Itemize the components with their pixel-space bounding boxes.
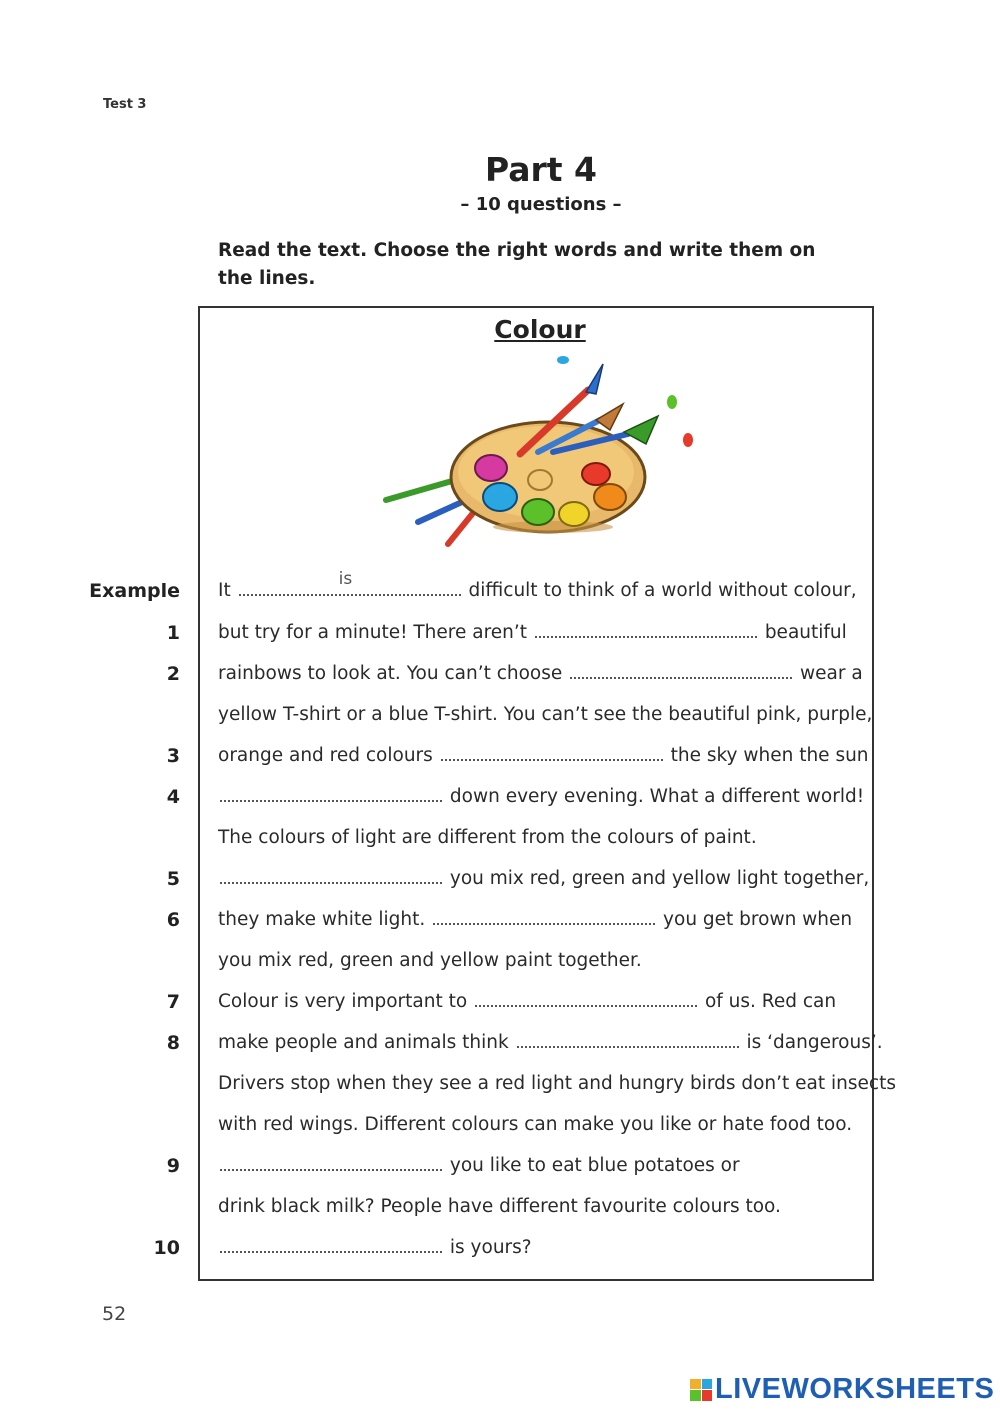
line-text: yellow T-shirt or a blue T-shirt. You can’t see the beautiful pink, purple, <box>218 704 873 725</box>
brand-grid-icon <box>690 1379 712 1401</box>
line-text-after: down every evening. What a different world! <box>449 786 865 807</box>
line-text-after: you mix red, green and yellow light together, <box>449 868 870 889</box>
line-text-before: they make white light. <box>218 909 426 930</box>
line-text: Drivers stop when they see a red light and hungry birds don’t eat insects <box>218 1073 896 1094</box>
line-text-after: beautiful <box>764 622 847 643</box>
brand-text: LIVEWORKSHEETS <box>715 1373 995 1405</box>
line-text-after: the sky when the sun <box>670 745 869 766</box>
story-line <box>218 1032 883 1053</box>
line-number: 6 <box>166 909 180 931</box>
story-line <box>218 663 863 684</box>
answer-gap[interactable] <box>220 1237 442 1253</box>
line-text-after: you like to eat blue potatoes or <box>449 1155 740 1176</box>
story-line <box>218 704 872 725</box>
answer-gap[interactable] <box>535 622 757 638</box>
story-line <box>218 827 757 848</box>
answer-gap[interactable] <box>220 868 442 884</box>
story-line <box>218 622 847 643</box>
answer-gap[interactable] <box>517 1032 739 1048</box>
story-line <box>218 1073 896 1094</box>
line-number: 5 <box>166 868 180 890</box>
story-line <box>218 1114 852 1135</box>
line-number: Example <box>89 580 180 602</box>
answer-gap[interactable] <box>220 1155 442 1171</box>
line-number: 9 <box>166 1155 180 1177</box>
story-line <box>218 1237 532 1258</box>
line-text-before: orange and red colours <box>218 745 433 766</box>
line-number: 4 <box>166 786 180 808</box>
page-number: 52 <box>102 1303 127 1325</box>
line-text-after: is ‘dangerous’. <box>746 1032 883 1053</box>
story-line <box>218 868 869 889</box>
line-text-after: you get brown when <box>663 909 853 930</box>
line-text-after: difficult to think of a world without colour, <box>468 580 857 601</box>
answer-gap[interactable] <box>441 745 663 761</box>
answer-gap[interactable] <box>220 786 442 802</box>
answer-gap[interactable] <box>570 663 792 679</box>
story-line <box>218 745 869 766</box>
line-number: 3 <box>166 745 180 767</box>
line-text-after: of us. Red can <box>704 991 837 1012</box>
line-text-after: wear a <box>800 663 863 684</box>
line-number: 10 <box>153 1237 180 1259</box>
line-text: The colours of light are different from the colours of paint. <box>218 827 757 848</box>
line-number: 1 <box>166 622 180 644</box>
line-number: 2 <box>166 663 180 685</box>
line-text: you mix red, green and yellow paint together. <box>218 950 642 971</box>
liveworksheets-logo[interactable] <box>690 1373 994 1406</box>
story-title: Colour <box>494 315 586 344</box>
answer-gap[interactable] <box>433 909 655 925</box>
story-line <box>218 786 864 807</box>
story-line <box>218 909 852 930</box>
line-text-before: rainbows to look at. You can’t choose <box>218 663 563 684</box>
line-text-before: but try for a minute! There aren’t <box>218 622 528 643</box>
answer-gap[interactable] <box>475 991 697 1007</box>
line-number: 7 <box>166 991 180 1013</box>
story-line <box>218 950 642 971</box>
line-number: 8 <box>166 1032 180 1054</box>
part-subtitle: – 10 questions – <box>460 194 622 215</box>
instructions: Read the text. Choose the right words and write them on the lines. <box>218 240 816 289</box>
line-text: drink black milk? People have different favourite colours too. <box>218 1196 781 1217</box>
story-line <box>218 1155 740 1176</box>
test-label: Test 3 <box>103 97 147 112</box>
story-line <box>218 1196 781 1217</box>
paint-palette-icon <box>378 352 708 552</box>
line-text-before: make people and animals think <box>218 1032 509 1053</box>
answer-gap[interactable] <box>239 569 461 596</box>
line-text-before: Colour is very important to <box>218 991 468 1012</box>
line-text-after: is yours? <box>449 1237 532 1258</box>
line-text: with red wings. Different colours can make you like or hate food too. <box>218 1114 853 1135</box>
line-text-before: It <box>218 580 231 601</box>
story-line <box>218 991 836 1012</box>
example-answer: is <box>338 569 353 589</box>
part-title: Part 4 <box>484 150 598 189</box>
story-line <box>218 569 857 601</box>
